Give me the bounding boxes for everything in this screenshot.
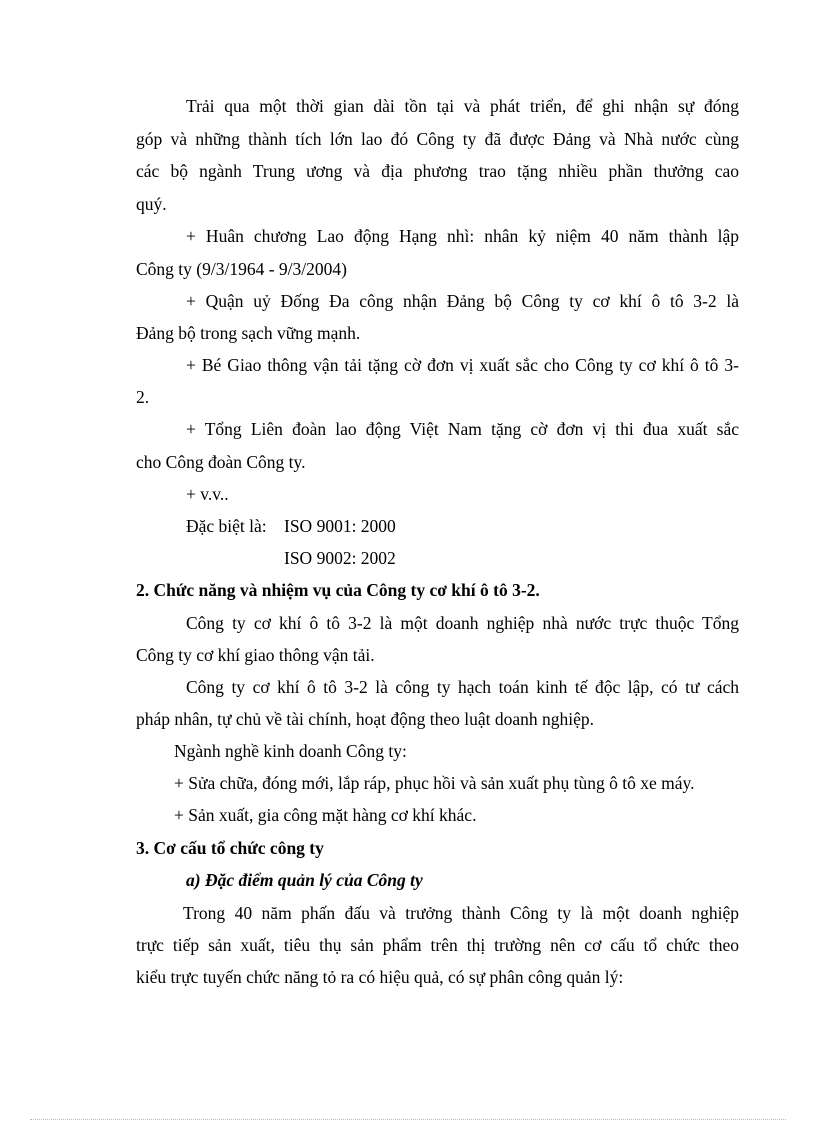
awards-etc: + v.v..: [186, 484, 229, 504]
iso-9002: ISO 9002: 2002: [284, 548, 396, 568]
award-1-line-1: + Huân chương Lao động Hạng nhì: nhân kỷ niệm 40 năm thành lập: [186, 226, 739, 246]
special-label: Đặc biệt là:: [186, 516, 267, 536]
award-4-line-1: + Tổng Liên đoàn lao động Việt Nam tặng cờ đơn vị thi đua xuất sắc: [186, 419, 739, 439]
intro-line-2: góp và những thành tích lớn lao đó Công ty đã được Đảng và Nhà nước cùng: [136, 129, 739, 149]
award-2-line-2: Đảng bộ trong sạch vững mạnh.: [136, 323, 361, 343]
section-3-subheading: a) Đặc điểm quản lý của Công ty: [186, 870, 423, 890]
intro-line-3: các bộ ngành Trung ương và địa phương trao tặng nhiều phần thưởng cao: [136, 161, 739, 181]
intro-line-1: Trải qua một thời gian dài tồn tại và phát triển, để ghi nhận sự đóng: [186, 96, 739, 116]
intro-line-4: quý.: [136, 194, 167, 214]
award-3-line-2: 2.: [136, 387, 150, 407]
iso-9001: ISO 9001: 2000: [284, 516, 396, 536]
section-2-p2-line-2: pháp nhân, tự chủ về tài chính, hoạt động theo luật doanh nghiệp.: [136, 709, 595, 729]
business-item-1: + Sửa chữa, đóng mới, lắp ráp, phục hồi và sản xuất phụ tùng ô tô xe máy.: [174, 773, 695, 793]
award-4-line-2: cho Công đoàn Công ty.: [136, 452, 306, 472]
section-3-heading: 3. Cơ cấu tổ chức công ty: [136, 838, 324, 858]
award-2-line-1: + Quận uỷ Đống Đa công nhận Đảng bộ Công ty cơ khí ô tô 3-2 là: [186, 291, 739, 311]
section-2-p1-line-1: Công ty cơ khí ô tô 3-2 là một doanh nghiệp nhà nước trực thuộc Tổng: [186, 613, 739, 633]
business-item-2: + Sản xuất, gia công mặt hàng cơ khí khác.: [174, 805, 477, 825]
section-2-p1-line-2: Công ty cơ khí giao thông vận tải.: [136, 645, 375, 665]
section-3-p1-line-2: trực tiếp sản xuất, tiêu thụ sản phẩm trên thị trường nên cơ cấu tổ chức theo: [136, 935, 739, 955]
section-2-p2-line-1: Công ty cơ khí ô tô 3-2 là công ty hạch toán kinh tế độc lập, có tư cách: [186, 677, 739, 697]
section-3-p1-line-1: Trong 40 năm phấn đấu và trưởng thành Công ty là một doanh nghiệp: [183, 903, 739, 923]
award-3-line-1: + Bé Giao thông vận tải tặng cờ đơn vị xuất sắc cho Công ty cơ khí ô tô 3-: [186, 355, 739, 375]
page-bottom-rule: [30, 1119, 786, 1120]
business-label: Ngành nghề kinh doanh Công ty:: [174, 741, 407, 761]
section-3-p1-line-3: kiểu trực tuyến chức năng tỏ ra có hiệu quả, có sự phân công quản lý:: [136, 967, 624, 987]
section-2-heading: 2. Chức năng và nhiệm vụ của Công ty cơ khí ô tô 3-2.: [136, 580, 540, 600]
award-1-line-2: Công ty (9/3/1964 - 9/3/2004): [136, 259, 347, 279]
